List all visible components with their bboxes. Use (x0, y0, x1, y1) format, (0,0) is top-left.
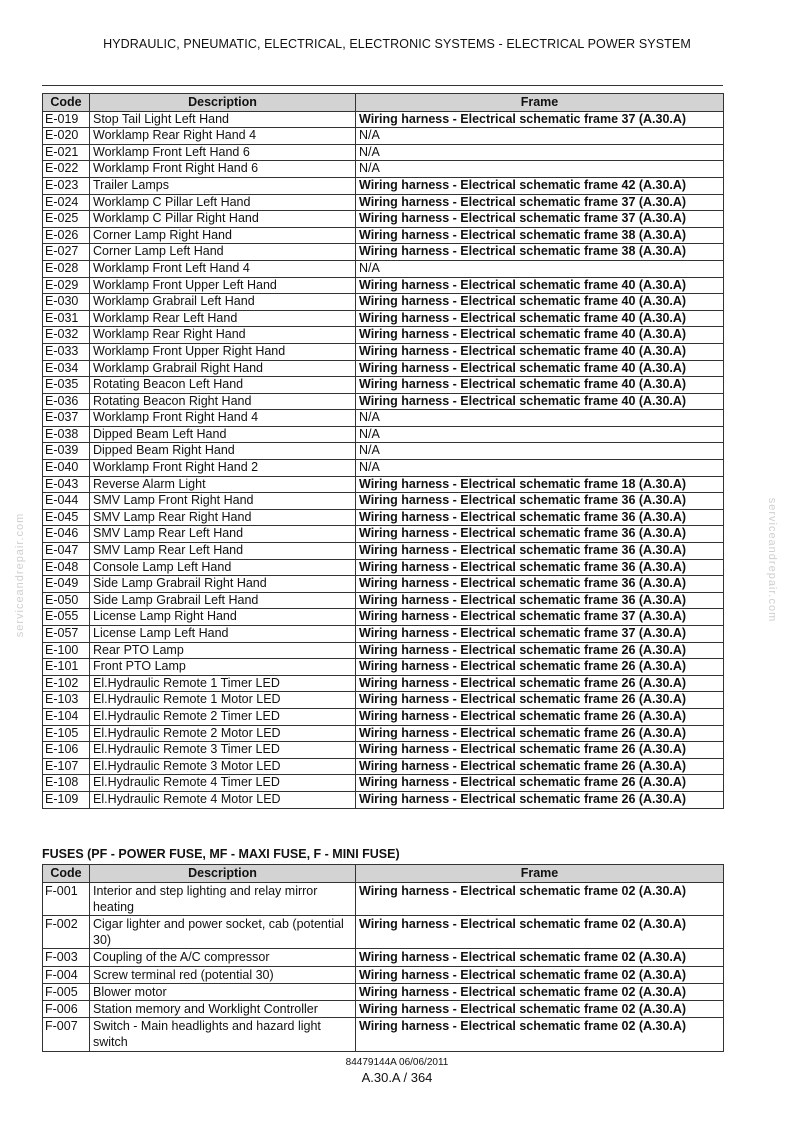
table-row (43, 227, 724, 244)
row-code: E-036 (43, 393, 90, 410)
row-description: SMV Lamp Rear Left Hand (90, 526, 356, 543)
row-code: E-050 (43, 592, 90, 609)
row-description: Worklamp Front Upper Left Hand (90, 277, 356, 294)
row-code: E-057 (43, 626, 90, 643)
table-row (43, 775, 724, 792)
row-frame: Wiring harness - Electrical schematic frame 37 (A.30.A) (356, 211, 724, 228)
table-row (43, 791, 724, 808)
column-header-frame: Frame (356, 94, 724, 112)
row-code: E-021 (43, 144, 90, 161)
row-code: E-045 (43, 509, 90, 526)
row-description: SMV Lamp Rear Right Hand (90, 509, 356, 526)
row-frame: Wiring harness - Electrical schematic frame 37 (A.30.A) (356, 626, 724, 643)
row-code: E-039 (43, 443, 90, 460)
row-frame: N/A (356, 161, 724, 178)
row-code: F-004 (43, 966, 90, 983)
row-code: E-029 (43, 277, 90, 294)
fuses-section-title: FUSES (PF - POWER FUSE, MF - MAXI FUSE, F - MINI FUSE) (42, 847, 400, 861)
row-frame: Wiring harness - Electrical schematic frame 26 (A.30.A) (356, 692, 724, 709)
table-row (43, 692, 724, 709)
row-code: E-028 (43, 260, 90, 277)
row-description: Worklamp Front Upper Right Hand (90, 343, 356, 360)
row-frame: Wiring harness - Electrical schematic frame 38 (A.30.A) (356, 227, 724, 244)
row-frame: N/A (356, 410, 724, 427)
row-code: E-107 (43, 758, 90, 775)
row-frame: Wiring harness - Electrical schematic frame 26 (A.30.A) (356, 758, 724, 775)
row-code: E-034 (43, 360, 90, 377)
row-code: E-032 (43, 327, 90, 344)
row-frame: Wiring harness - Electrical schematic frame 40 (A.30.A) (356, 294, 724, 311)
row-description: SMV Lamp Front Right Hand (90, 493, 356, 510)
row-frame: Wiring harness - Electrical schematic frame 37 (A.30.A) (356, 609, 724, 626)
row-description: License Lamp Right Hand (90, 609, 356, 626)
row-frame: Wiring harness - Electrical schematic frame 40 (A.30.A) (356, 393, 724, 410)
table-row (43, 493, 724, 510)
row-code: E-102 (43, 675, 90, 692)
row-code: E-027 (43, 244, 90, 261)
row-code: E-023 (43, 177, 90, 194)
row-description: Trailer Lamps (90, 177, 356, 194)
row-description: El.Hydraulic Remote 4 Timer LED (90, 775, 356, 792)
table-row (43, 460, 724, 477)
column-header-code: Code (43, 865, 90, 883)
table-header-row (43, 865, 724, 883)
table-row (43, 211, 724, 228)
column-header-code: Code (43, 94, 90, 112)
row-frame: Wiring harness - Electrical schematic frame 02 (A.30.A) (356, 983, 724, 1000)
row-frame: N/A (356, 260, 724, 277)
row-code: E-038 (43, 426, 90, 443)
table-row (43, 327, 724, 344)
row-description: Screw terminal red (potential 30) (90, 966, 356, 983)
row-frame: Wiring harness - Electrical schematic frame 40 (A.30.A) (356, 277, 724, 294)
row-frame: Wiring harness - Electrical schematic frame 36 (A.30.A) (356, 526, 724, 543)
table-row (43, 882, 724, 915)
table-row (43, 609, 724, 626)
row-code: E-026 (43, 227, 90, 244)
row-code: E-104 (43, 708, 90, 725)
row-frame: Wiring harness - Electrical schematic frame 40 (A.30.A) (356, 310, 724, 327)
page-number: A.30.A / 364 (361, 1070, 433, 1085)
row-code: E-025 (43, 211, 90, 228)
table-row (43, 177, 724, 194)
row-code: E-022 (43, 161, 90, 178)
row-description: Switch - Main headlights and hazard light switch (90, 1018, 356, 1051)
table-row (43, 592, 724, 609)
watermark-right: serviceandrepair.com (766, 497, 778, 623)
table-row (43, 675, 724, 692)
page-header: HYDRAULIC, PNEUMATIC, ELECTRICAL, ELECTRONIC SYSTEMS - ELECTRICAL POWER SYSTEM (103, 37, 691, 51)
row-description: Dipped Beam Right Hand (90, 443, 356, 460)
row-description: Console Lamp Left Hand (90, 559, 356, 576)
row-description: Worklamp Front Right Hand 4 (90, 410, 356, 427)
row-description: Dipped Beam Left Hand (90, 426, 356, 443)
row-code: E-031 (43, 310, 90, 327)
row-code: F-003 (43, 949, 90, 966)
watermark-left: serviceandrepair.com (14, 512, 26, 638)
table-row (43, 244, 724, 261)
row-description: Worklamp Rear Right Hand 4 (90, 128, 356, 145)
row-description: Cigar lighter and power socket, cab (potential 30) (90, 916, 356, 949)
row-frame: Wiring harness - Electrical schematic frame 38 (A.30.A) (356, 244, 724, 261)
row-frame: N/A (356, 426, 724, 443)
table-row (43, 966, 724, 983)
row-description: Worklamp Front Left Hand 4 (90, 260, 356, 277)
table-row (43, 659, 724, 676)
table-row (43, 377, 724, 394)
document-number: 84479144A 06/06/2011 (345, 1057, 449, 1068)
footer-rule (42, 1051, 723, 1052)
row-code: E-108 (43, 775, 90, 792)
row-description: El.Hydraulic Remote 1 Motor LED (90, 692, 356, 709)
table-row (43, 343, 724, 360)
row-frame: Wiring harness - Electrical schematic frame 26 (A.30.A) (356, 791, 724, 808)
table-row (43, 983, 724, 1000)
row-description: Station memory and Worklight Controller (90, 1001, 356, 1018)
row-description: Worklamp Front Right Hand 6 (90, 161, 356, 178)
column-header-description: Description (90, 865, 356, 883)
row-code: E-043 (43, 476, 90, 493)
row-code: E-105 (43, 725, 90, 742)
row-description: Side Lamp Grabrail Right Hand (90, 576, 356, 593)
row-description: Rear PTO Lamp (90, 642, 356, 659)
row-code: F-005 (43, 983, 90, 1000)
row-description: Interior and step lighting and relay mirror heating (90, 882, 356, 915)
row-frame: N/A (356, 128, 724, 145)
table-row (43, 509, 724, 526)
row-frame: Wiring harness - Electrical schematic frame 37 (A.30.A) (356, 194, 724, 211)
row-code: F-006 (43, 1001, 90, 1018)
row-description: Rotating Beacon Left Hand (90, 377, 356, 394)
table-row (43, 360, 724, 377)
row-description: Stop Tail Light Left Hand (90, 111, 356, 128)
row-description: Worklamp Rear Right Hand (90, 327, 356, 344)
table-row (43, 310, 724, 327)
table-row (43, 708, 724, 725)
row-frame: Wiring harness - Electrical schematic frame 36 (A.30.A) (356, 592, 724, 609)
table-row (43, 916, 724, 949)
row-description: Front PTO Lamp (90, 659, 356, 676)
row-frame: Wiring harness - Electrical schematic frame 02 (A.30.A) (356, 966, 724, 983)
row-code: E-109 (43, 791, 90, 808)
row-description: License Lamp Left Hand (90, 626, 356, 643)
table-row (43, 194, 724, 211)
row-code: E-103 (43, 692, 90, 709)
row-code: E-055 (43, 609, 90, 626)
row-frame: Wiring harness - Electrical schematic frame 26 (A.30.A) (356, 659, 724, 676)
column-header-frame: Frame (356, 865, 724, 883)
row-description: Worklamp Front Left Hand 6 (90, 144, 356, 161)
table-row (43, 742, 724, 759)
row-description: Worklamp C Pillar Left Hand (90, 194, 356, 211)
header-rule (42, 85, 723, 86)
row-description: SMV Lamp Rear Left Hand (90, 543, 356, 560)
table-row (43, 725, 724, 742)
table-row (43, 526, 724, 543)
row-frame: Wiring harness - Electrical schematic frame 36 (A.30.A) (356, 559, 724, 576)
column-header-description: Description (90, 94, 356, 112)
row-frame: Wiring harness - Electrical schematic frame 26 (A.30.A) (356, 642, 724, 659)
row-code: E-020 (43, 128, 90, 145)
row-code: E-049 (43, 576, 90, 593)
row-description: El.Hydraulic Remote 4 Motor LED (90, 791, 356, 808)
row-code: F-007 (43, 1018, 90, 1051)
row-code: E-106 (43, 742, 90, 759)
row-description: El.Hydraulic Remote 3 Timer LED (90, 742, 356, 759)
row-frame: Wiring harness - Electrical schematic frame 02 (A.30.A) (356, 882, 724, 915)
row-frame: Wiring harness - Electrical schematic frame 26 (A.30.A) (356, 775, 724, 792)
row-description: Corner Lamp Left Hand (90, 244, 356, 261)
row-code: E-044 (43, 493, 90, 510)
row-frame: Wiring harness - Electrical schematic frame 36 (A.30.A) (356, 543, 724, 560)
row-frame: Wiring harness - Electrical schematic frame 02 (A.30.A) (356, 949, 724, 966)
row-code: E-040 (43, 460, 90, 477)
row-description: Worklamp Rear Left Hand (90, 310, 356, 327)
row-frame: N/A (356, 144, 724, 161)
table-row (43, 758, 724, 775)
table-row (43, 559, 724, 576)
row-frame: Wiring harness - Electrical schematic frame 42 (A.30.A) (356, 177, 724, 194)
table-row (43, 443, 724, 460)
table-row (43, 277, 724, 294)
row-description: Side Lamp Grabrail Left Hand (90, 592, 356, 609)
row-description: El.Hydraulic Remote 3 Motor LED (90, 758, 356, 775)
row-code: E-047 (43, 543, 90, 560)
row-code: E-046 (43, 526, 90, 543)
row-code: E-048 (43, 559, 90, 576)
row-code: E-100 (43, 642, 90, 659)
row-code: F-001 (43, 882, 90, 915)
row-frame: Wiring harness - Electrical schematic frame 40 (A.30.A) (356, 377, 724, 394)
table-row (43, 626, 724, 643)
row-description: Corner Lamp Right Hand (90, 227, 356, 244)
row-description: El.Hydraulic Remote 1 Timer LED (90, 675, 356, 692)
table-row (43, 576, 724, 593)
row-frame: Wiring harness - Electrical schematic frame 26 (A.30.A) (356, 708, 724, 725)
row-frame: Wiring harness - Electrical schematic frame 36 (A.30.A) (356, 509, 724, 526)
row-frame: Wiring harness - Electrical schematic frame 36 (A.30.A) (356, 576, 724, 593)
row-code: E-037 (43, 410, 90, 427)
row-code: F-002 (43, 916, 90, 949)
table-row (43, 260, 724, 277)
row-frame: Wiring harness - Electrical schematic frame 36 (A.30.A) (356, 493, 724, 510)
row-code: E-019 (43, 111, 90, 128)
row-description: El.Hydraulic Remote 2 Motor LED (90, 725, 356, 742)
row-frame: Wiring harness - Electrical schematic frame 40 (A.30.A) (356, 327, 724, 344)
row-description: Worklamp Grabrail Right Hand (90, 360, 356, 377)
row-frame: Wiring harness - Electrical schematic frame 18 (A.30.A) (356, 476, 724, 493)
row-frame: Wiring harness - Electrical schematic frame 37 (A.30.A) (356, 111, 724, 128)
row-description: Reverse Alarm Light (90, 476, 356, 493)
row-frame: Wiring harness - Electrical schematic frame 26 (A.30.A) (356, 742, 724, 759)
row-code: E-024 (43, 194, 90, 211)
table-row (43, 1018, 724, 1051)
table-row (43, 128, 724, 145)
row-code: E-101 (43, 659, 90, 676)
row-frame: Wiring harness - Electrical schematic frame 26 (A.30.A) (356, 675, 724, 692)
row-description: Blower motor (90, 983, 356, 1000)
table-row (43, 294, 724, 311)
table-row (43, 111, 724, 128)
row-frame: Wiring harness - Electrical schematic frame 02 (A.30.A) (356, 916, 724, 949)
table-row (43, 393, 724, 410)
table-row (43, 161, 724, 178)
elements-table (42, 93, 724, 809)
table-row (43, 543, 724, 560)
table-row (43, 1001, 724, 1018)
row-code: E-033 (43, 343, 90, 360)
table-row (43, 144, 724, 161)
row-description: Worklamp Front Right Hand 2 (90, 460, 356, 477)
row-frame: N/A (356, 460, 724, 477)
row-description: Coupling of the A/C compressor (90, 949, 356, 966)
row-code: E-030 (43, 294, 90, 311)
table-row (43, 949, 724, 966)
row-frame: Wiring harness - Electrical schematic frame 40 (A.30.A) (356, 360, 724, 377)
table-row (43, 426, 724, 443)
row-description: Worklamp C Pillar Right Hand (90, 211, 356, 228)
row-code: E-035 (43, 377, 90, 394)
table-row (43, 476, 724, 493)
row-description: El.Hydraulic Remote 2 Timer LED (90, 708, 356, 725)
table-header-row (43, 94, 724, 112)
row-frame: Wiring harness - Electrical schematic frame 40 (A.30.A) (356, 343, 724, 360)
table-row (43, 410, 724, 427)
fuses-table (42, 864, 724, 1052)
row-frame: N/A (356, 443, 724, 460)
table-row (43, 642, 724, 659)
row-description: Worklamp Grabrail Left Hand (90, 294, 356, 311)
row-description: Rotating Beacon Right Hand (90, 393, 356, 410)
row-frame: Wiring harness - Electrical schematic frame 26 (A.30.A) (356, 725, 724, 742)
row-frame: Wiring harness - Electrical schematic frame 02 (A.30.A) (356, 1018, 724, 1051)
row-frame: Wiring harness - Electrical schematic frame 02 (A.30.A) (356, 1001, 724, 1018)
